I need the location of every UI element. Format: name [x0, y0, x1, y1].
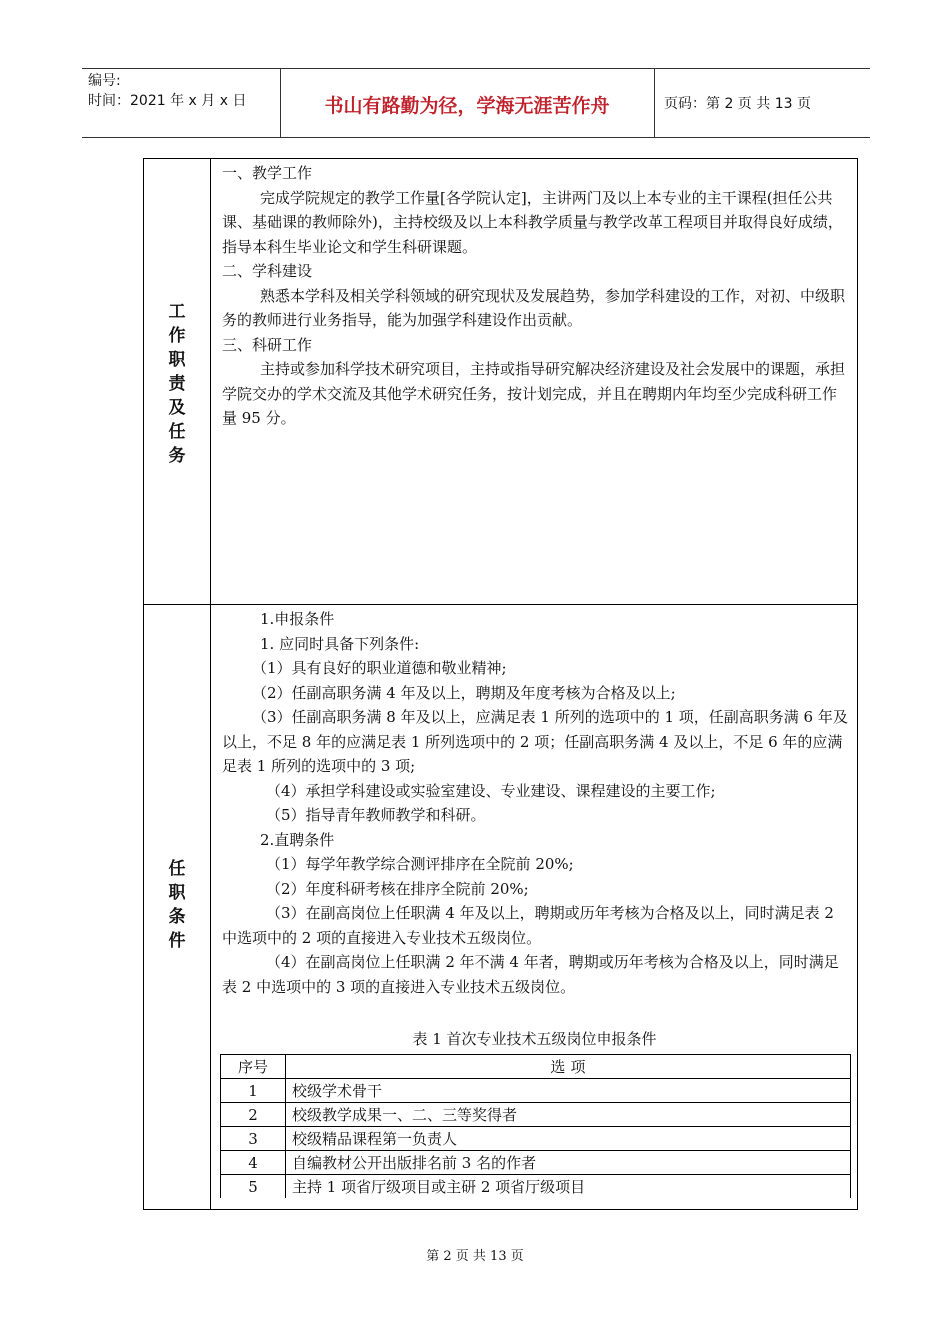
- condition-line: （2）年度科研考核在排序全院前 20%;: [266, 879, 529, 898]
- label-char: 职: [168, 350, 186, 370]
- label-char: 件: [168, 931, 186, 951]
- document-date: 时间：2021 年 x 月 x 日: [88, 93, 247, 109]
- header-cell-option: 选 项: [286, 1055, 851, 1079]
- header-page-info: 页码：第 2 页 共 13 页: [664, 96, 811, 112]
- row-number: 3: [221, 1127, 286, 1151]
- condition-line: （1）每学年教学综合测评排序在全院前 20%;: [266, 855, 574, 873]
- conditions-content: [222, 607, 850, 999]
- label-char: 务: [168, 446, 186, 466]
- condition-line: （2）任副高职务满 4 年及以上，聘期及年度考核为合格及以上;: [252, 683, 676, 702]
- row-number: 1: [221, 1079, 286, 1103]
- duties-content: [222, 161, 850, 431]
- label-char: 条: [168, 907, 186, 927]
- label-char: 任: [168, 422, 186, 442]
- label-char: 职: [168, 883, 186, 903]
- options-table: [220, 1054, 851, 1198]
- row-option: 校级学术骨干: [286, 1079, 851, 1103]
- table-row: [221, 1103, 851, 1127]
- column-divider: [210, 159, 211, 1209]
- document-number-label: 编号:: [88, 73, 121, 89]
- paragraph: 熟悉本学科及相关学科领域的研究现状及发展趋势，参加学科建设的工作，对初、中级职务的教师进行业务指导，能为加强学科建设作出贡献。: [222, 286, 846, 329]
- conditions-label: [144, 857, 210, 953]
- condition-line: 1. 应同时具备下列条件:: [260, 634, 420, 653]
- condition-line: （5）指导青年教师教学和科研。: [266, 806, 486, 824]
- condition-line: （3）在副高岗位上任职满 4 年及以上，聘期或历年考核为合格及以上，同时满足表 2 中选项中的 2 项的直接进入专业技术五级岗位。: [222, 904, 834, 947]
- row-option: 校级教学成果一、二、三等奖得者: [286, 1103, 851, 1127]
- condition-line: （3）任副高职务满 8 年及以上，应满足表 1 所列的选项中的 1 项，任副高职务满 6 年及以上，不足 8 年的应满足表 1 所列选项中的 2 项；任副高职务满 4 及以上，不足 6 年的应满足表 1 所列的选项中的 3 项;: [222, 708, 848, 775]
- header-motto: 书山有路勤为径，学海无涯苦作舟: [324, 95, 610, 117]
- table-row: [221, 1127, 851, 1151]
- condition-line: （4）承担学科建设或实验室建设、专业建设、课程建设的主要工作;: [266, 781, 716, 800]
- duties-conditions-table: [143, 158, 858, 1210]
- row-number: 2: [221, 1103, 286, 1127]
- section-heading: 三、科研工作: [222, 335, 313, 354]
- table-caption: 表 1 首次专业技术五级岗位申报条件: [412, 1030, 657, 1048]
- label-char: 任: [168, 859, 186, 879]
- paragraph: 完成学院规定的教学工作量[各学院认定]，主讲两门及以上本专业的主干课程(担任公共课、基础课的教师除外)，主持校级及以上本科教学质量与教学改革工程项目并取得良好成绩，指导本科生毕业论文和学生科研课题。: [222, 188, 843, 256]
- table-row: [221, 1151, 851, 1175]
- duties-label: [144, 300, 210, 468]
- condition-line: （4）在副高岗位上任职满 2 年不满 4 年者，聘期或历年考核为合格及以上，同时满足表 2 中选项中的 3 项的直接进入专业技术五级岗位。: [222, 953, 839, 996]
- row-number: 4: [221, 1151, 286, 1175]
- section-heading: 一、教学工作: [222, 164, 313, 182]
- page-footer: 第 2 页 共 13 页: [426, 1249, 524, 1264]
- row-divider: [144, 604, 857, 605]
- row-option: 自编教材公开出版排名前 3 名的作者: [286, 1151, 851, 1175]
- table-row: [221, 1079, 851, 1103]
- label-char: 作: [168, 326, 186, 346]
- row-number: 5: [221, 1175, 286, 1199]
- table-header-row: [221, 1055, 851, 1079]
- header-cell-number: 序号: [221, 1055, 286, 1079]
- row-option: 主持 1 项省厅级项目或主研 2 项省厅级项目: [286, 1175, 851, 1199]
- row-option: 校级精品课程第一负责人: [286, 1127, 851, 1151]
- header-meta: [88, 71, 246, 111]
- header-divider: [654, 69, 655, 137]
- paragraph: 主持或参加科学技术研究项目，主持或指导研究解决经济建设及社会发展中的课题，承担学院交办的学术交流及其他学术研究任务，按计划完成，并且在聘期内年均至少完成科研工作量 95 分。: [222, 360, 846, 427]
- condition-heading: 1.申报条件: [260, 610, 335, 628]
- condition-line: （1）具有良好的职业道德和敬业精神;: [252, 659, 507, 677]
- label-char: 工: [168, 302, 186, 322]
- label-char: 及: [168, 398, 186, 418]
- page-header: [82, 68, 870, 138]
- label-char: 责: [168, 374, 186, 394]
- section-heading: 二、学科建设: [222, 262, 313, 280]
- table-row: [221, 1175, 851, 1199]
- condition-heading: 2.直聘条件: [260, 830, 335, 849]
